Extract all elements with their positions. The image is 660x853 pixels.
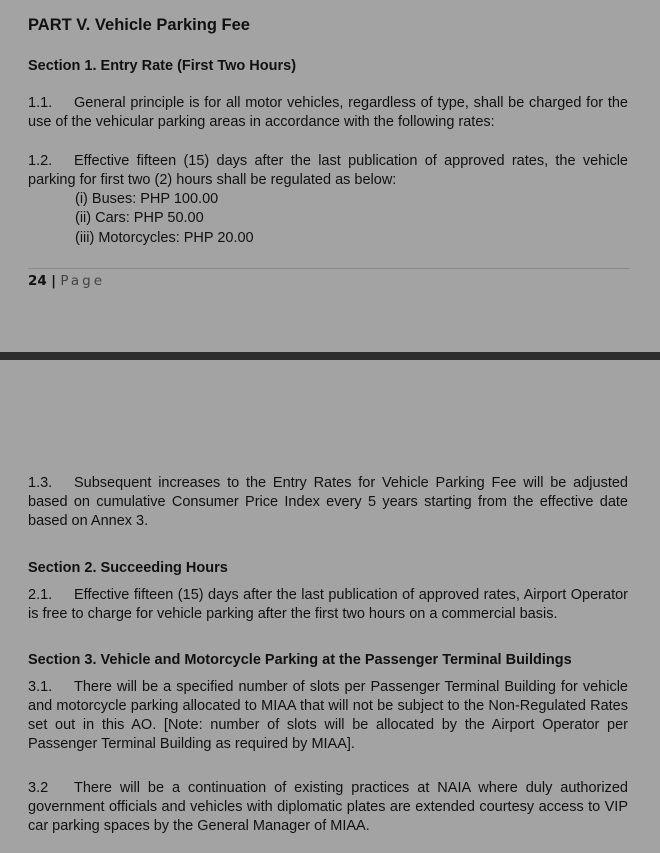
paragraph-3-2: [28, 779, 628, 836]
document-page-24: [0, 0, 660, 352]
paragraph-number: 1.3.: [28, 475, 53, 491]
paragraph-number: 3.1.: [28, 679, 53, 695]
paragraph-1-3: [28, 474, 628, 531]
paragraph-text: General principle is for all motor vehicles, regardless of type, shall be charged for the use of the vehicular parking areas in accordance with the following rates:: [28, 95, 628, 130]
rate-item-cars: (ii) Cars: PHP 50.00: [75, 210, 204, 226]
page-number: 24: [28, 273, 47, 289]
paragraph-text: Effective fifteen (15) days after the last publication of approved rates, the vehicle parking for first two (2) hours shall be regulated as below:: [28, 153, 628, 188]
footer-separator: |: [51, 273, 57, 289]
rate-item-motorcycles: (iii) Motorcycles: PHP 20.00: [75, 230, 254, 246]
paragraph-1-1: [28, 94, 628, 132]
paragraph-number: 3.2: [28, 780, 49, 796]
paragraph-text: There will be a continuation of existing practices at NAIA where duly authorized government officials and vehicles with diplomatic plates are extended courtesy access to VIP car parking spaces by the General Manager of MIAA.: [28, 780, 628, 834]
document-page-25: [0, 360, 660, 853]
rate-item-buses: (i) Buses: PHP 100.00: [75, 191, 219, 207]
footer-divider: [28, 268, 630, 269]
section-2-title: Section 2. Succeeding Hours: [28, 560, 228, 576]
paragraph-text: Effective fifteen (15) days after the last publication of approved rates, Airport Operator is free to charge for vehicle parking after the first two hours on a commercial basis.: [28, 587, 628, 622]
page-label: Page: [60, 273, 106, 289]
paragraph-number: 2.1.: [28, 587, 53, 603]
section-3-title: Section 3. Vehicle and Motorcycle Parking at the Passenger Terminal Buildings: [28, 652, 572, 668]
paragraph-number: 1.1.: [28, 95, 53, 111]
paragraph-1-2: [28, 152, 628, 190]
page-break-divider: [0, 352, 660, 360]
paragraph-text: Subsequent increases to the Entry Rates for Vehicle Parking Fee will be adjusted based on cumulative Consumer Price Index every 5 years starting from the effective date based on Annex 3.: [28, 475, 628, 529]
paragraph-3-1: [28, 678, 628, 754]
paragraph-2-1: [28, 586, 628, 624]
paragraph-number: 1.2.: [28, 153, 53, 169]
page-footer: [28, 273, 105, 289]
paragraph-text: There will be a specified number of slots per Passenger Terminal Building for vehicle and motorcycle parking allocated to MIAA that will not be subject to the Non-Regulated Rates set out in this AO. [Note: number of slots will be allocated by the Airport Operator per Passenger Terminal Building as required by MIAA].: [28, 679, 628, 752]
section-1-title: Section 1. Entry Rate (First Two Hours): [28, 58, 297, 74]
part-title: PART V. Vehicle Parking Fee: [28, 16, 250, 34]
